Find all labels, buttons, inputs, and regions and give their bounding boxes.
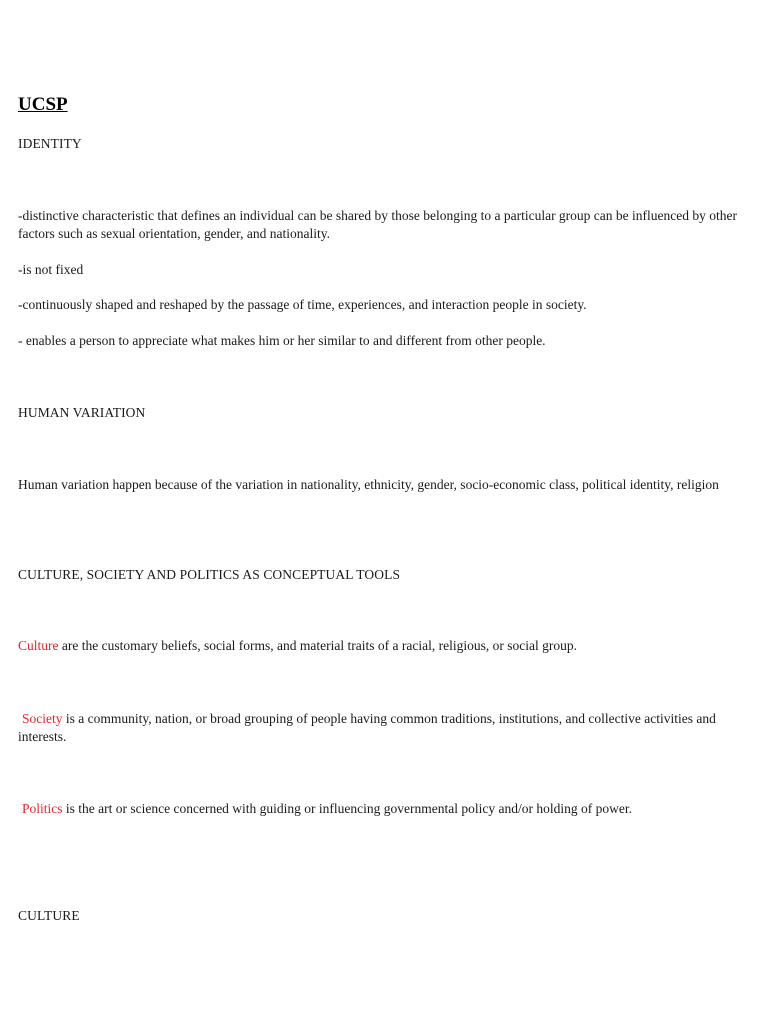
culture-term: Culture bbox=[18, 638, 59, 653]
society-definition-paragraph bbox=[18, 710, 738, 746]
politics-term: Politics bbox=[22, 801, 63, 816]
human-variation-heading: HUMAN VARIATION bbox=[18, 405, 146, 420]
politics-definition-paragraph bbox=[18, 800, 738, 818]
document-title: UCSP bbox=[18, 94, 68, 115]
identity-shaped-paragraph: -continuously shaped and reshaped by the passage of time, experiences, and interaction people in society. bbox=[18, 297, 587, 312]
identity-heading: IDENTITY bbox=[18, 136, 82, 151]
identity-not-fixed-paragraph: -is not fixed bbox=[18, 262, 84, 277]
culture-section-heading: CULTURE bbox=[18, 908, 80, 923]
identity-appreciate-paragraph: - enables a person to appreciate what makes him or her similar to and different from other people. bbox=[18, 333, 546, 348]
identity-definition-paragraph: -distinctive characteristic that defines an individual can be shared by those belonging to a particular group can be influenced by other factors such as sexual orientation, gender, and nationality. bbox=[18, 208, 737, 241]
society-term: Society bbox=[22, 711, 63, 726]
culture-definition-text: are the customary beliefs, social forms, and material traits of a racial, religious, or social group. bbox=[58, 638, 577, 653]
conceptual-tools-heading: CULTURE, SOCIETY AND POLITICS AS CONCEPTUAL TOOLS bbox=[18, 567, 401, 582]
human-variation-paragraph: Human variation happen because of the variation in nationality, ethnicity, gender, socio-economic class, political identity, religion bbox=[18, 477, 719, 492]
culture-definition-paragraph bbox=[18, 637, 738, 655]
society-definition-text: is a community, nation, or broad grouping of people having common traditions, institutions, and collective activities and interests. bbox=[18, 711, 716, 744]
politics-definition-text: is the art or science concerned with guiding or influencing governmental policy and/or holding of power. bbox=[62, 801, 632, 816]
